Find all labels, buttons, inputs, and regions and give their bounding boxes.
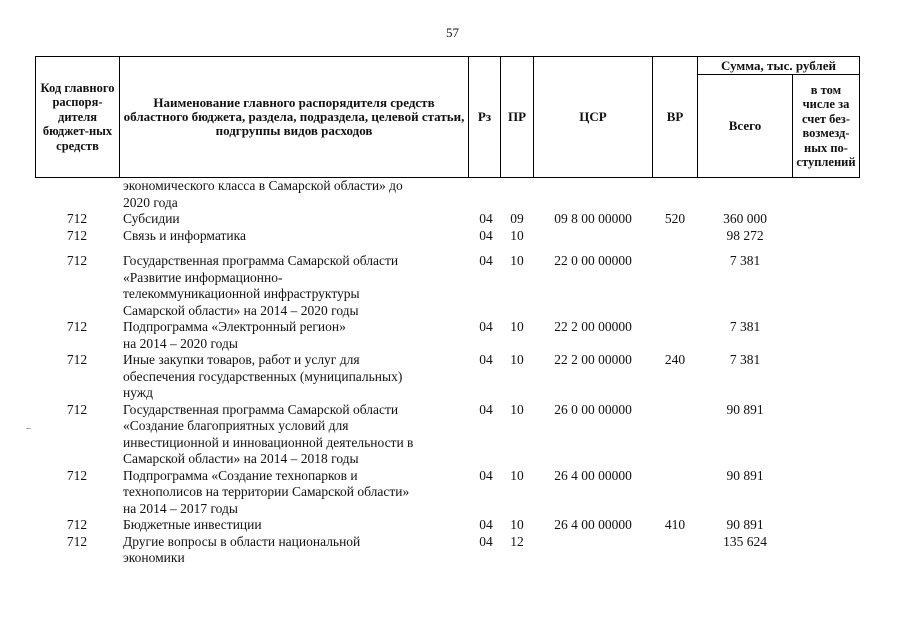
row-pr: 10 xyxy=(510,319,524,334)
row-pr: 10 xyxy=(510,253,524,268)
row-name: Бюджетные инвестиции xyxy=(123,517,262,532)
row-pr: 10 xyxy=(510,467,524,483)
row-csr: 22 0 00 00000 xyxy=(554,253,632,268)
row-pr: 10 xyxy=(510,401,524,417)
row-name: Субсидии xyxy=(123,211,180,226)
row-csr: 26 4 00 00000 xyxy=(554,517,632,532)
row-total: 360 000 xyxy=(723,211,767,226)
row-total: 7 381 xyxy=(729,319,761,334)
row-name: Связь и информатика xyxy=(123,227,246,243)
page-number: 57 xyxy=(446,25,459,40)
row-code: 712 xyxy=(66,253,88,268)
row-pr: 12 xyxy=(510,533,524,549)
row-name: Иные закупки товаров, работ и услуг для обеспечения государственных (муниципальных) нужд xyxy=(123,352,403,400)
row-total: 90 891 xyxy=(726,401,764,417)
row-rz: 04 xyxy=(479,352,493,367)
row-name: Подпрограмма «Электронный регион» на 2014 – 2020 годы xyxy=(123,319,346,351)
row-pr: 10 xyxy=(510,352,524,367)
margin-mark xyxy=(26,428,31,429)
header-rz: Рз xyxy=(469,57,501,178)
row-rz: 04 xyxy=(479,517,493,532)
row-vr: 240 xyxy=(664,352,686,367)
row-code: 712 xyxy=(66,517,88,532)
table-row xyxy=(35,468,859,518)
row-total: 98 272 xyxy=(726,227,764,243)
table-row xyxy=(35,534,859,567)
table-row xyxy=(35,517,859,534)
table-row xyxy=(35,211,859,228)
table-header xyxy=(35,56,860,178)
row-pr: 10 xyxy=(510,227,524,243)
row-csr: 22 2 00 00000 xyxy=(554,319,632,334)
header-code: Код главного распоря-дителя бюджет-ных средств xyxy=(36,57,120,178)
row-name: Подпрограмма «Создание технопарков и технополисов на территории Самарской области» на 2014 – 2017 годы xyxy=(123,467,410,516)
row-vr: 520 xyxy=(664,211,686,226)
header-pr: ПР xyxy=(501,57,534,178)
row-rz: 04 xyxy=(479,401,493,417)
header-total: Всего xyxy=(698,75,793,178)
table-row xyxy=(35,253,859,319)
row-vr: 410 xyxy=(664,517,686,532)
table-row xyxy=(35,228,859,245)
row-csr: 26 0 00 00000 xyxy=(554,401,632,417)
row-csr: 26 4 00 00000 xyxy=(554,467,632,483)
row-name: Государственная программа Самарской области «Развитие информационно- телекоммуникационной инфраструктуры Самарской области» на 2014 – 2020 годы xyxy=(123,253,399,318)
row-csr: 09 8 00 00000 xyxy=(554,211,632,226)
header-incl: в том числе за счет без-возмезд-ных по-ступлений xyxy=(793,75,860,178)
row-name: Государственная программа Самарской области «Создание благоприятных условий для инвестиционной и инновационной деятельности в Самарской области» на 2014 – 2018 годы xyxy=(123,401,414,466)
row-code: 712 xyxy=(66,352,88,367)
header-csr: ЦСР xyxy=(534,57,653,178)
row-pr: 09 xyxy=(510,211,524,226)
row-code: 712 xyxy=(66,533,88,549)
row-rz: 04 xyxy=(479,467,493,483)
row-code: 712 xyxy=(66,319,88,334)
row-code: 712 xyxy=(66,211,88,226)
header-name: Наименование главного распорядителя средств областного бюджета, раздела, подраздела, целевой статьи, подгруппы видов расходов xyxy=(120,57,469,178)
row-name: Другие вопросы в области национальной экономики xyxy=(123,533,361,565)
table-row xyxy=(35,319,859,352)
row-code: 712 xyxy=(66,227,88,243)
table-body xyxy=(35,178,859,567)
row-total: 135 624 xyxy=(723,533,767,549)
row-csr: 22 2 00 00000 xyxy=(554,352,632,367)
row-total: 7 381 xyxy=(729,352,761,367)
row-rz: 04 xyxy=(479,319,493,334)
row-rz: 04 xyxy=(479,227,493,243)
row-code: 712 xyxy=(66,467,88,483)
table-row xyxy=(35,402,859,468)
table-row xyxy=(35,352,859,402)
header-vr: ВР xyxy=(653,57,698,178)
row-total: 7 381 xyxy=(729,253,761,268)
row-rz: 04 xyxy=(479,211,493,226)
row-total: 90 891 xyxy=(726,517,764,532)
header-sum: Сумма, тыс. рублей xyxy=(698,57,860,75)
row-rz: 04 xyxy=(479,533,493,549)
table-row xyxy=(35,178,859,211)
row-total: 90 891 xyxy=(726,467,764,483)
row-code: 712 xyxy=(66,401,88,417)
row-pr: 10 xyxy=(510,517,524,532)
row-name: экономического класса в Самарской области» до 2020 года xyxy=(123,178,403,210)
row-rz: 04 xyxy=(479,253,493,268)
